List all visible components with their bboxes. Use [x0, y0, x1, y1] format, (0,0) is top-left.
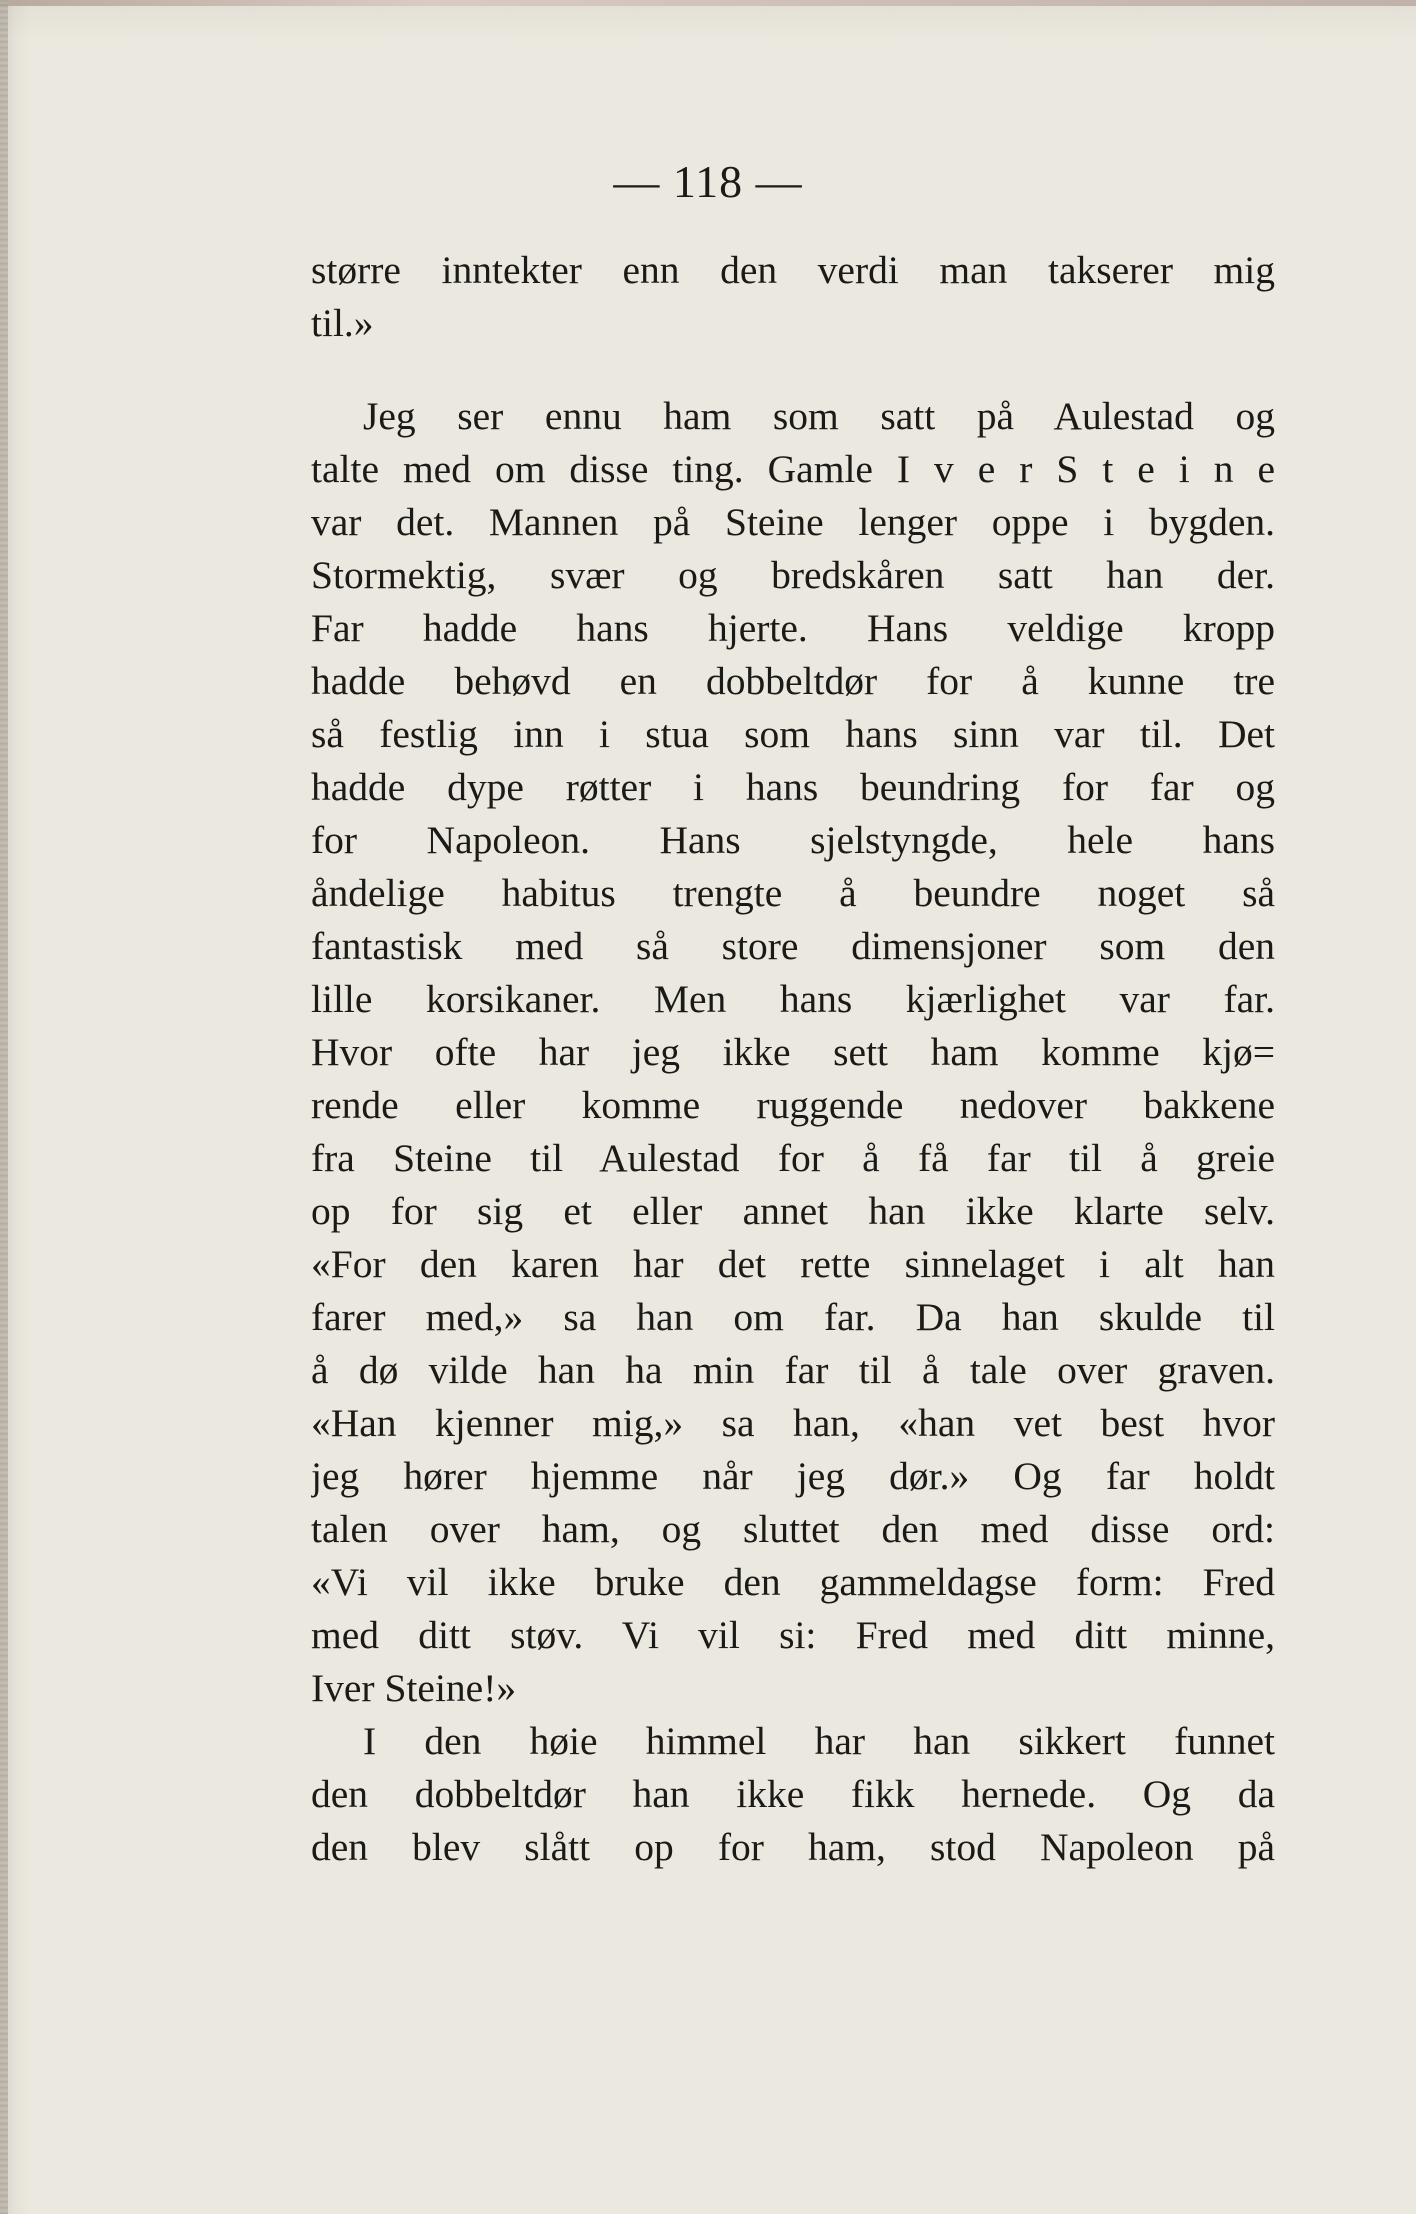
text-line: rende eller komme ruggende nedover bakkene: [311, 1083, 1275, 1127]
text-line: «Vi vil ikke bruke den gammeldagse form: Fred: [311, 1560, 1275, 1604]
text-line: «For den karen har det rette sinnelaget i alt han: [311, 1242, 1275, 1286]
paragraph-gap: [311, 350, 1275, 390]
text-line: den blev slått op for ham, stod Napoleon på: [311, 1825, 1275, 1869]
text-line: åndelige habitus trengte å beundre noget så: [311, 871, 1275, 915]
text-line: for Napoleon. Hans sjelstyngde, hele hans: [311, 818, 1275, 862]
page-binding-edge: [0, 0, 8, 2214]
text-line: Far hadde hans hjerte. Hans veldige kropp: [311, 606, 1275, 650]
text-line: den dobbeltdør han ikke fikk hernede. Og da: [311, 1772, 1275, 1816]
page-top-edge: [0, 0, 1416, 6]
text-line: I den høie himmel har han sikkert funnet: [363, 1719, 1275, 1763]
text-line: Hvor ofte har jeg ikke sett ham komme kjø=: [311, 1030, 1275, 1074]
text-line: jeg hører hjemme når jeg dør.» Og far holdt: [311, 1454, 1275, 1498]
text-line: op for sig et eller annet han ikke klarte selv.: [311, 1189, 1275, 1233]
text-line: hadde behøvd en dobbeltdør for å kunne tre: [311, 659, 1275, 703]
text-line: lille korsikaner. Men hans kjærlighet var far.: [311, 977, 1275, 1021]
text-line: talen over ham, og sluttet den med disse ord:: [311, 1507, 1275, 1551]
text-line: å dø vilde han ha min far til å tale over graven.: [311, 1348, 1275, 1392]
text-line: hadde dype røtter i hans beundring for far og: [311, 765, 1275, 809]
text-line: farer med,» sa han om far. Da han skulde til: [311, 1295, 1275, 1339]
text-line: «Han kjenner mig,» sa han, «han vet best hvor: [311, 1401, 1275, 1445]
text-line: var det. Mannen på Steine lenger oppe i bygden.: [311, 500, 1275, 544]
text-line: fantastisk med så store dimensjoner som den: [311, 924, 1275, 968]
text-line: Stormektig, svær og bredskåren satt han der.: [311, 553, 1275, 597]
body-text: [311, 244, 1275, 1874]
text-line: Iver Steine!»: [311, 1666, 517, 1710]
text-line: større inntekter enn den verdi man takserer mig: [311, 248, 1275, 292]
text-line: fra Steine til Aulestad for å få far til å greie: [311, 1136, 1275, 1180]
text-line: til.»: [311, 301, 374, 345]
text-line: talte med om disse ting. Gamle I v e r S t e i n e: [311, 447, 1275, 491]
text-line: så festlig inn i stua som hans sinn var til. Det: [311, 712, 1275, 756]
text-line: Jeg ser ennu ham som satt på Aulestad og: [363, 394, 1275, 438]
page-number: — 118 —: [613, 156, 803, 207]
text-line: med ditt støv. Vi vil si: Fred med ditt minne,: [311, 1613, 1275, 1657]
